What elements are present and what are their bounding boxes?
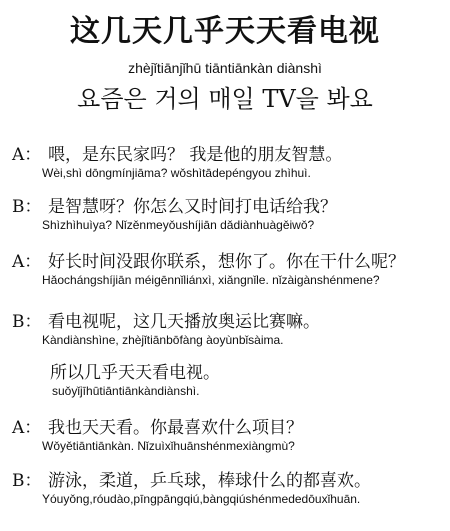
chinese-text: 好长时间没跟你联系，想你了。你在干什么呢？ [48, 252, 405, 272]
dialogue-line-2 [12, 196, 444, 232]
dialogue-line-5 [12, 362, 444, 398]
pinyin-text: Wǒyětiāntiānkàn. Nǐzuìxǐhuānshénmexiàngmù? [42, 439, 295, 453]
speaker-label: B： [12, 197, 42, 217]
pinyin-text: Shìzhìhuìya? Nǐzěnmeyǒushíjiān dǎdiànhuàgěiwǒ? [42, 218, 315, 232]
chinese-text: 所以几乎天天看电视。 [50, 363, 220, 383]
speaker-label: A： [12, 145, 42, 165]
chinese-text: 看电视呢，这几天播放奥运比赛嘛。 [48, 312, 320, 332]
speaker-label: A： [12, 418, 42, 438]
pinyin-text: Hǎochángshíjiān méigēnnǐliánxì, xiǎngnǐle. nǐzàigànshénmene? [42, 273, 380, 287]
chinese-text: 是智慧呀？你怎么又时间打电话给我？ [48, 197, 337, 217]
speaker-label: A： [12, 252, 42, 272]
title-chinese: 这几天几乎天天看电视 [70, 14, 380, 49]
title-pinyin: zhèjǐtiānjǐhū tiāntiānkàn diànshì [128, 60, 322, 76]
pinyin-text: Kàndiànshìne, zhèjǐtiānbōfàng àoyùnbǐsàima. [42, 333, 284, 347]
dialogue-line-6 [12, 417, 444, 453]
chinese-text: 喂，是东民家吗？ 我是他的朋友智慧。 [48, 145, 343, 165]
chinese-text: 游泳，柔道，乒乓球，棒球什么的都喜欢。 [48, 471, 371, 491]
dialogue-line-7 [12, 470, 444, 506]
pinyin-text: suǒyǐjīhūtiāntiānkàndiànshì. [52, 384, 200, 398]
speaker-label: B： [12, 471, 42, 491]
pinyin-text: Yóuyǒng,róudào,pīngpāngqiú,bàngqiúshénmededōuxǐhuān. [42, 492, 361, 506]
speaker-label: B： [12, 312, 42, 332]
dialogue-line-1 [12, 144, 444, 180]
chinese-text: 我也天天看。你最喜欢什么项目？ [48, 418, 303, 438]
pinyin-text: Wèi,shì dōngmínjiāma? wǒshìtādepéngyou zhìhuì. [42, 166, 311, 180]
dialogue-line-3 [12, 251, 444, 287]
dialogue-line-4 [12, 311, 444, 347]
title-korean: 요즘은 거의 매일 TV을 봐요 [77, 85, 373, 113]
